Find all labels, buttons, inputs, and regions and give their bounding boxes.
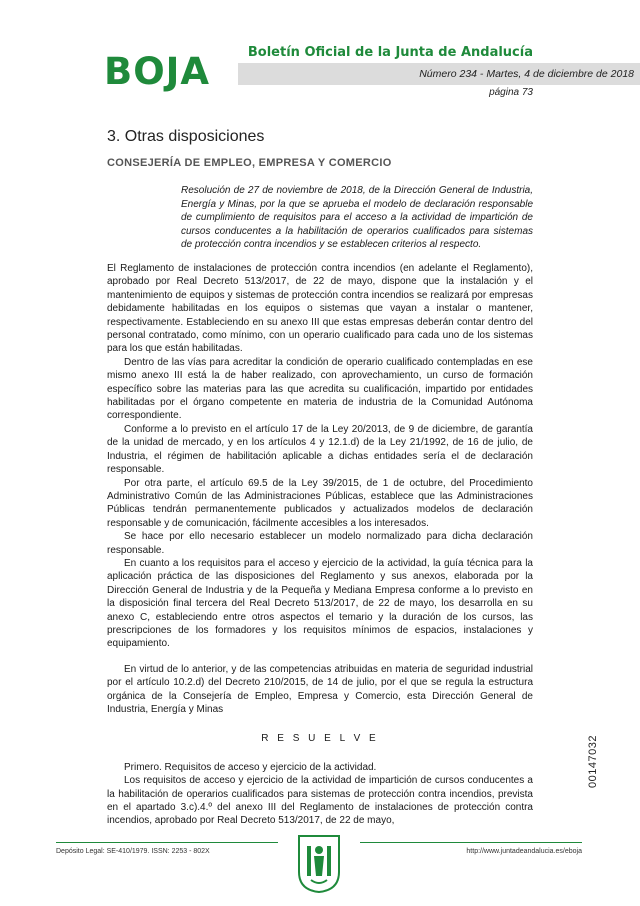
andalucia-emblem-icon	[297, 832, 341, 894]
issue-info: Número 234 - Martes, 4 de diciembre de 2018	[419, 68, 634, 80]
document-code: 00147032	[587, 735, 599, 788]
resuelve-heading: R E S U E L V E	[261, 733, 379, 745]
footer-divider-left	[56, 842, 278, 843]
ministry-heading: CONSEJERÍA DE EMPLEO, EMPRESA Y COMERCIO	[107, 157, 392, 169]
footer-link[interactable]: http://www.juntadeandalucia.es/eboja	[466, 848, 582, 855]
page-number: página 73	[489, 87, 533, 98]
header-band	[238, 63, 640, 85]
bulletin-title: Boletín Oficial de la Junta de Andalucía	[247, 45, 533, 60]
paragraph: Los requisitos de acceso y ejercicio de la actividad de impartición de cursos conducentes a la habilitación de operarios cualificados para sistemas de protección contra incendios, prevista en el apartado 3.c).4.º del anexo III del Reglamento de instalaciones de protección contra incendios, aprobado por Real Decreto 513/2017, de 22 de mayo,	[107, 775, 533, 827]
paragraph: Por otra parte, el artículo 69.5 de la Ley 39/2015, de 1 de octubre, del Procedimiento Administrativo Común de las Administraciones Públicas, establece que las Administraciones Públicas tendrán permanentemente publicados y actualizados modelos de declaración responsable y de comunicación, fácilmente accesibles a los interesados.	[107, 477, 533, 529]
article-heading: Primero. Requisitos de acceso y ejercicio de la actividad.	[124, 761, 377, 773]
paragraph: En virtud de lo anterior, y de las competencias atribuidas en materia de seguridad industrial por el artículo 10.2.d) del Decreto 210/2015, de 14 de julio, por el que se regula la estructura orgánica de la Consejería de Empleo, Empresa y Comercio, esta Dirección General de Industria, Energía y Minas	[107, 663, 533, 715]
paragraph: Dentro de las vías para acreditar la condición de operario cualificado contempladas en ese mismo anexo III está la de haber realizado, con aprovechamiento, un curso de formación específico sobre las materias para las que acredita su cualificación, impartido por entidades habilitadas por el órgano competente en materia de industria de la Comunidad Autónoma correspondiente.	[107, 356, 533, 422]
resolution-summary: Resolución de 27 de noviembre de 2018, de la Dirección General de Industria, Energía y Minas, por la que se aprueba el modelo de declaración responsable de cumplimiento de requisitos para el acceso a la actividad de impartición de cursos conducentes a la habilitación de operarios cualificados para sistemas de protección contra incendios y se establecen criterios al respecto.	[181, 185, 533, 251]
boja-logo: BOJA	[104, 50, 211, 93]
legal-deposit: Depósito Legal: SE-410/1979. ISSN: 2253 - 802X	[56, 848, 210, 855]
paragraph: Conforme a lo previsto en el artículo 17 de la Ley 20/2013, de 9 de diciembre, de garantía de la unidad de mercado, y en los artículos 4 y 12.1.d) de la Ley 21/1992, de 16 de julio, de Industria, el régimen de habilitación aplicable a dichas entidades sería el de declaración responsable.	[107, 423, 533, 476]
paragraph: En cuanto a los requisitos para el acceso y ejercicio de la actividad, la guía técnica para la aplicación práctica de las disposiciones del Reglamento y sus anexos, elaborada por la Dirección General de Industria y de la Pequeña y Mediana Empresa conforme a lo previsto en la disposición final tercera del Real Decreto 513/2017, de 22 de mayo, los desarrolla en su anexo C, estableciendo entre otros aspectos el temario y la duración de los cursos, las prescripciones de los formadores y los requisitos mínimos de espacios, instalaciones y equipamiento.	[107, 557, 533, 650]
body-text	[107, 262, 533, 828]
section-title: 3. Otras disposiciones	[107, 128, 265, 145]
footer-divider-right	[360, 842, 582, 843]
paragraph: Se hace por ello necesario establecer un modelo normalizado para dicha declaración responsable.	[107, 531, 533, 556]
paragraph: El Reglamento de instalaciones de protección contra incendios (en adelante el Reglamento), aprobado por Real Decreto 513/2017, de 22 de mayo, dispone que la instalación y el mantenimiento de equipos y sistemas de protección contra incendios se realizará por empresas debidamente habilitadas en los equipos o sistemas que vayan a instalar o mantener, respectivamente. Estableciendo en su anexo III que estas empresas deberán contar dentro del personal contratado, como mínimo, con un operario cualificado para cada uno de los sistemas para los que están habilitadas.	[107, 263, 533, 355]
